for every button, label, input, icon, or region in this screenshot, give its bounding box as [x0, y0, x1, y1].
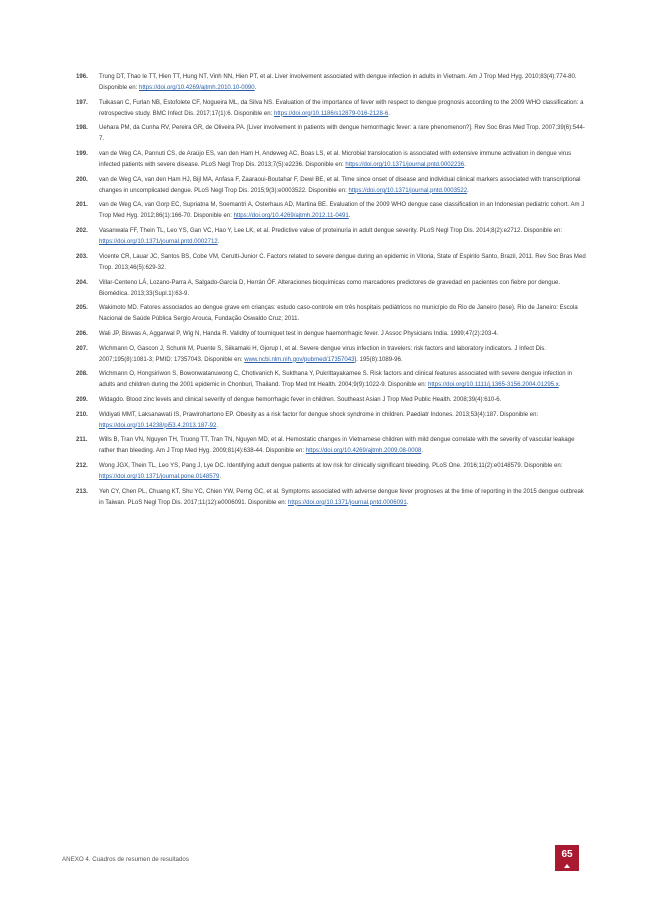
reference-item	[76, 226, 588, 248]
reference-text: van de Weg CA, van Gorp EC, Supriatna M, Soemantri A, Osterhaus AD, Martina BE. Evaluation of the 2009 WHO dengue case classification in an Indonesian pediatric cohort. Am J Trop Med Hyg. 2012;86(1):166-70. Disponible en:	[99, 202, 585, 220]
reference-item	[76, 149, 588, 171]
reference-link[interactable]: https://doi.org/10.14238/pi53.4.2013.187-92	[99, 422, 217, 429]
reference-item	[76, 329, 588, 340]
reference-item	[76, 175, 588, 197]
reference-item	[76, 435, 588, 457]
reference-text: Widiyati MMT, Laksanawati IS, Prawirohartono EP. Obesity as a risk factor for dengue shock syndrome in children. Paediatr Indones. 2013;53(4):187. Disponible en:	[99, 411, 539, 418]
reference-number: 196.	[76, 74, 88, 80]
reference-link[interactable]: https://doi.org/10.1371/journal.pntd.0003522	[348, 187, 468, 194]
reference-body	[99, 123, 588, 145]
reference-link[interactable]: https://doi.org/10.4269/ajtmh.2010.10-0090	[139, 85, 255, 91]
page-number-tab	[555, 845, 579, 871]
reference-body	[99, 435, 588, 457]
reference-body	[99, 344, 588, 366]
reference-number: 198.	[76, 125, 88, 132]
reference-body	[99, 149, 588, 171]
reference-body	[99, 226, 588, 248]
reference-number: 202.	[76, 228, 88, 235]
reference-text: Wali JP, Biswas A, Aggarwal P, Wig N, Handa R. Validity of tourniquet test in dengue haemorrhagic fever. J Assoc Physicians India. 1999;47(2):203-4.	[99, 330, 499, 337]
reference-text: Wichmann O, Hongsiriwon S, Bowonwatanuwong C, Chotivanich K, Sukthana Y, Pukrittayakamee S. Risk factors and clinical features associated with severe dengue infection in adults and children during the 2001 epidemic in Chonburi, Thailand. Trop Med Int Health. 2004;9(9):1022-9. Disponible en:	[99, 371, 573, 389]
reference-body	[99, 461, 588, 483]
footer-section-label: ANEXO 4. Cuadros de resumen de resultados	[62, 856, 189, 863]
reference-text: Wichmann O, Gascon J, Schunk M, Puente S, Siikamaki H, Gjorup I, et al. Severe dengue virus infection in travelers: risk factors and laboratory indicators. J Infect Dis. 2007;195(8):1081-3; PMID: 17357043. Disponible en:	[99, 345, 546, 363]
reference-link[interactable]: https://doi.org/10.4269/ajtmh.2009.08-0008	[305, 448, 422, 455]
reference-body	[99, 329, 588, 340]
reference-item	[76, 200, 588, 222]
reference-link[interactable]: https://doi.org/10.1111/j.1365-3156.2004.01295.x	[427, 382, 559, 389]
reference-text: Villar-Centeno LÁ, Lozano-Parra A, Salgado-García D, Herrán ÓF. Alteraciones bioquímicas como marcadores predictores de gravedad en pacientes con fiebre por dengue. Biomédica. 2013;33(Supl.1):63-9.	[99, 279, 561, 297]
reference-item	[76, 72, 588, 94]
reference-text-after-link: .	[254, 85, 257, 91]
reference-body	[99, 410, 588, 432]
reference-link[interactable]: https://doi.org/10.1371/journal.pntd.0002712	[99, 239, 218, 246]
reference-number: 204.	[76, 279, 88, 286]
reference-number: 203.	[76, 253, 88, 260]
reference-text-after-link: .	[219, 474, 222, 480]
reference-number: 199.	[76, 151, 88, 158]
reference-body	[99, 303, 588, 325]
reference-number: 207.	[76, 345, 88, 352]
reference-item	[76, 278, 588, 300]
reference-text: Wong JGX, Thein TL, Leo YS, Pang J, Lye DC. Identifying adult dengue patients at low risk for clinically significant bleeding. PLoS One. 2016;11(2):e0148579. Disponible en:	[99, 463, 563, 469]
reference-text-after-link: .	[464, 162, 466, 169]
reference-body	[99, 98, 588, 120]
reference-text-after-link: ]. 195(8):1089-96.	[354, 356, 403, 363]
reference-text: van de Weg CA, van den Ham HJ, Bijl MA, Anfasa F, Zaaraoui-Boutahar F, Dewi BE, et al. Time since onset of disease and individual clinical markers associated with transcriptional changes in uncomplicated dengue. PLoS Negl Trop Dis. 2015;9(3):e0003522. Disponible en:	[99, 176, 581, 194]
reference-number: 208.	[76, 371, 88, 378]
reference-number: 197.	[76, 99, 88, 106]
reference-link[interactable]: https://doi.org/10.1371/journal.pone.0148579	[99, 474, 220, 480]
reference-text: Widagdo. Blood zinc levels and clinical severity of dengue hemorrhagic fever in children. Southeast Asian J Trop Med Public Health. 2008;39(4):610-6.	[99, 396, 502, 403]
reference-text-after-link: .	[406, 499, 409, 506]
reference-text: Vasanwala FF, Thein TL, Leo YS, Gan VC, Hao Y, Lee LK, et al. Predictive value of proteinuria in adult dengue severity. PLoS Negl Trop Dis. 2014;8(2):e2712. Disponible en:	[99, 228, 563, 235]
reference-number: 211.	[76, 437, 88, 444]
reference-text: Wills B, Tran VN, Nguyen TH, Truong TT, Tran TN, Nguyen MD, et al. Hemostatic changes in Vietnamese children with mild dengue correlate with the severity of vascular leakage rather than bleeding. Am J Trop Med Hyg. 2009;81(4):638-44. Disponible en:	[99, 437, 575, 455]
reference-item	[76, 303, 588, 325]
reference-body	[99, 200, 588, 222]
reference-text: Trung DT, Thao le TT, Hien TT, Hung NT, Vinh NN, Hien PT, et al. Liver involvement associated with dengue infection in adults in Vietnam. Am J Trop Med Hyg. 2010;83(4):774-80. Disponible en:	[99, 74, 577, 91]
reference-number: 200.	[76, 176, 88, 183]
reference-number: 201.	[76, 202, 88, 209]
up-arrow-icon	[564, 864, 570, 868]
reference-text: Wakimoto MD. Fatores associados ao dengue grave em crianças: estudo caso-controle em três hospitais pediátricos no município do Rio de Janeiro (tese). Rio de Janeiro: Escola Nacional de Saúde Pública Sergio Arouca, Fundação Oswaldo Cruz; 2011.	[99, 305, 578, 323]
reference-item	[76, 395, 588, 406]
reference-item	[76, 252, 588, 274]
reference-body	[99, 278, 588, 300]
reference-text-after-link: .	[217, 239, 220, 246]
reference-body	[99, 175, 588, 197]
reference-body	[99, 395, 588, 406]
reference-body	[99, 369, 588, 391]
reference-text: Uehara PM, da Cunha RV, Pereira GR, de Oliveira PA. [Liver involvement in patients with dengue hemorrhagic fever: a rare phenomenon?]. Rev Soc Bras Med Trop. 2007;39(6):544-7.	[99, 125, 585, 143]
reference-item	[76, 369, 588, 391]
reference-text: Yeh CY, Chen PL, Chuang KT, Shu YC, Chien YW, Perng GC, et al. Symptoms associated with adverse dengue fever prognoses at the time of reporting in the 2015 dengue outbreak in Taiwan. PLoS Negl Trop Dis. 2017;11(12):e0006091. Disponible en:	[99, 488, 584, 506]
reference-number: 205.	[76, 305, 88, 312]
reference-item	[76, 487, 588, 509]
reference-link[interactable]: www.ncbi.nlm.nih.gov/pubmed/17357043	[244, 356, 355, 363]
reference-text: van de Weg CA, Pannuti CS, de Araújo ES, van den Ham H, Andeweg AC, Boas LS, et al. Microbial translocation is associated with extensive immune activation in dengue virus infected patients with severe disease. PLoS Negl Trop Dis. 2013;7(5):e2236. Disponible en:	[99, 151, 572, 169]
reference-item	[76, 410, 588, 432]
reference-body	[99, 487, 588, 509]
page-number: 65	[561, 849, 573, 860]
reference-item	[76, 98, 588, 120]
reference-text-after-link: .	[388, 110, 390, 117]
reference-number: 209.	[76, 396, 88, 403]
reference-text-after-link: .	[421, 448, 424, 455]
reference-item	[76, 461, 588, 483]
reference-text-after-link: .	[348, 213, 351, 220]
reference-item	[76, 123, 588, 145]
reference-body	[99, 252, 588, 274]
reference-link[interactable]: https://doi.org/10.1186/s12879-016-2128-6	[274, 110, 389, 117]
reference-number: 212.	[76, 463, 88, 469]
reference-text-after-link: .	[467, 187, 469, 194]
reference-text: Vicente CR, Lauar JC, Santos BS, Cobe VM, Cerutti-Junior C. Factors related to severe dengue during an epidemic in Vitoria, State of Espirito Santo, Brazil, 2011. Rev Soc Bras Med Trop. 2013;46(5):629-32.	[99, 253, 586, 271]
reference-number: 213.	[76, 488, 88, 495]
reference-link[interactable]: https://doi.org/10.1371/journal.pntd.0006091	[288, 499, 407, 506]
reference-text-after-link: .	[216, 422, 219, 429]
reference-text-after-link: .	[558, 382, 561, 389]
reference-list	[76, 72, 588, 512]
reference-item	[76, 344, 588, 366]
reference-text: Tuikasan C, Furlan NB, Estofolete CF, Nogueira ML, da Silva NS. Evaluation of the importance of fever with respect to dengue prognosis according to the 2009 WHO classification: a retrospective study. BMC Infect Dis. 2017;17(1):6. Disponible en:	[99, 99, 584, 117]
reference-number: 210.	[76, 411, 88, 418]
reference-number: 206.	[76, 330, 88, 337]
reference-link[interactable]: https://doi.org/10.4269/ajtmh.2012.11-0491	[233, 213, 349, 220]
reference-link[interactable]: https://doi.org/10.1371/journal.pntd.0002236	[345, 162, 465, 169]
reference-body	[99, 72, 588, 94]
